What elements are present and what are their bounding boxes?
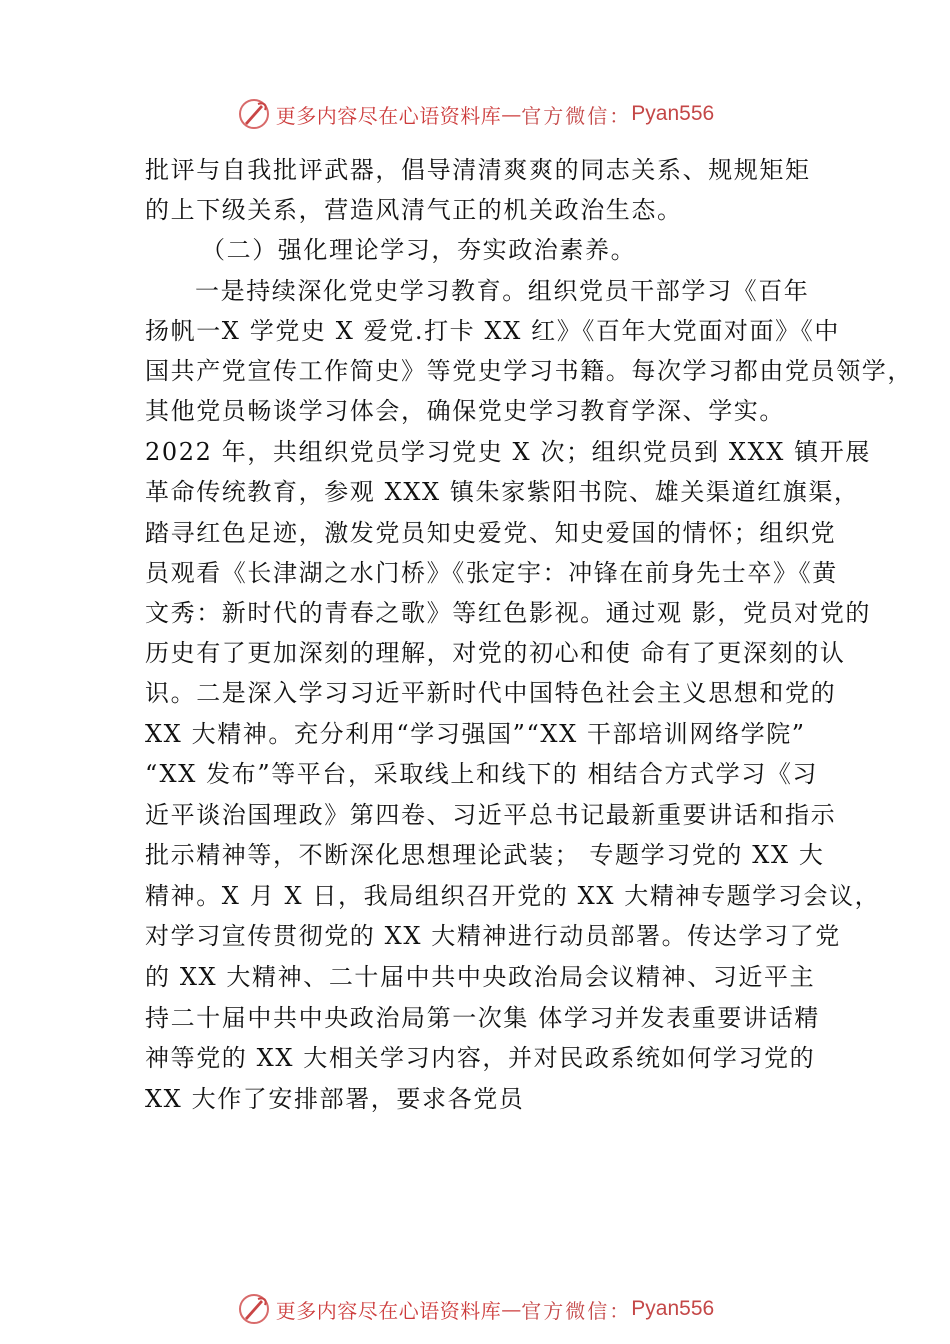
body-line: “XX 发布”等平台，采取线上和线下的 相结合方式学习《习 <box>145 760 819 788</box>
body-line: XX 大精神。充分利用“学习强国”“XX 干部培训网络学院” <box>145 720 806 748</box>
quill-logo-icon <box>236 96 272 132</box>
body-line: 精神。X 月 X 日，我局组织召开党的 XX 大精神专题学习会议， <box>145 882 881 910</box>
watermark-separator: — <box>501 102 522 126</box>
body-line: 扬帆一X 学党史 X 爱党.打卡 XX 红》《百年大党面对面》《中 <box>145 317 840 345</box>
body-line: 识。二是深入学习习近平新时代中国特色社会主义思想和党的 <box>145 679 837 707</box>
watermark-separator: — <box>501 1297 522 1321</box>
body-line: 国共产党宣传工作简史》等党史学习书籍。每次学习都由党员领学， <box>145 357 913 385</box>
watermark-text: 更多内容尽在心语资料库 <box>275 103 502 128</box>
quill-logo-icon <box>236 1291 272 1327</box>
body-line: 踏寻红色足迹，激发党员知史爱党、知史爱国的情怀；组织党 <box>145 519 837 547</box>
watermark-label: 官方微信： <box>521 1298 632 1323</box>
body-line: 其他党员畅谈学习体会，确保党史学习教育学深、学实。 <box>145 397 785 425</box>
watermark-header <box>0 94 950 134</box>
body-line: 近平谈治国理政》第四卷、习近平总书记最新重要讲话和指示 <box>145 801 837 829</box>
body-line: 的 XX 大精神、二十届中共中央政治局会议精神、习近平主 <box>145 963 816 991</box>
body-line: 的上下级关系，营造风清气正的机关政治生态。 <box>145 196 683 224</box>
body-line: 批示精神等，不断深化思想理论武装； 专题学习党的 XX 大 <box>145 841 825 869</box>
body-line: 员观看《长津湖之水门桥》《张定宇：冲锋在前身先士卒》《黄 <box>145 559 838 587</box>
section-heading: （二）强化理论学习，夯实政治素养。 <box>201 236 637 264</box>
watermark-label: 官方微信： <box>521 103 632 128</box>
watermark-text: 更多内容尽在心语资料库 <box>275 1298 502 1323</box>
body-line: XX 大作了安排部署，要求各党员 <box>145 1085 525 1113</box>
body-line: 革命传统教育，参观 XXX 镇朱家紫阳书院、雄关渠道红旗渠， <box>145 478 860 506</box>
body-line: 持二十届中共中央政治局第一次集 体学习并发表重要讲话精 <box>145 1004 820 1032</box>
watermark-id: Pyan556 <box>631 1297 715 1320</box>
body-line: 神等党的 XX 大相关学习内容，并对民政系统如何学习党的 <box>145 1044 816 1072</box>
watermark-footer <box>0 1289 950 1329</box>
body-line: 文秀：新时代的青春之歌》等红色影视。通过观 影，党员对党的 <box>145 599 872 627</box>
body-line: 对学习宣传贯彻党的 XX 大精神进行动员部署。传达学习了党 <box>145 922 841 950</box>
body-line: 一是持续深化党史学习教育。组织党员干部学习《百年 <box>195 277 810 305</box>
body-line: 2022 年，共组织党员学习党史 X 次；组织党员到 XXX 镇开展 <box>145 438 871 466</box>
body-line: 批评与自我批评武器，倡导清清爽爽的同志关系、规规矩矩 <box>145 156 811 184</box>
body-line: 历史有了更加深刻的理解，对党的初心和使 命有了更深刻的认 <box>145 639 846 667</box>
watermark-id: Pyan556 <box>631 102 715 125</box>
